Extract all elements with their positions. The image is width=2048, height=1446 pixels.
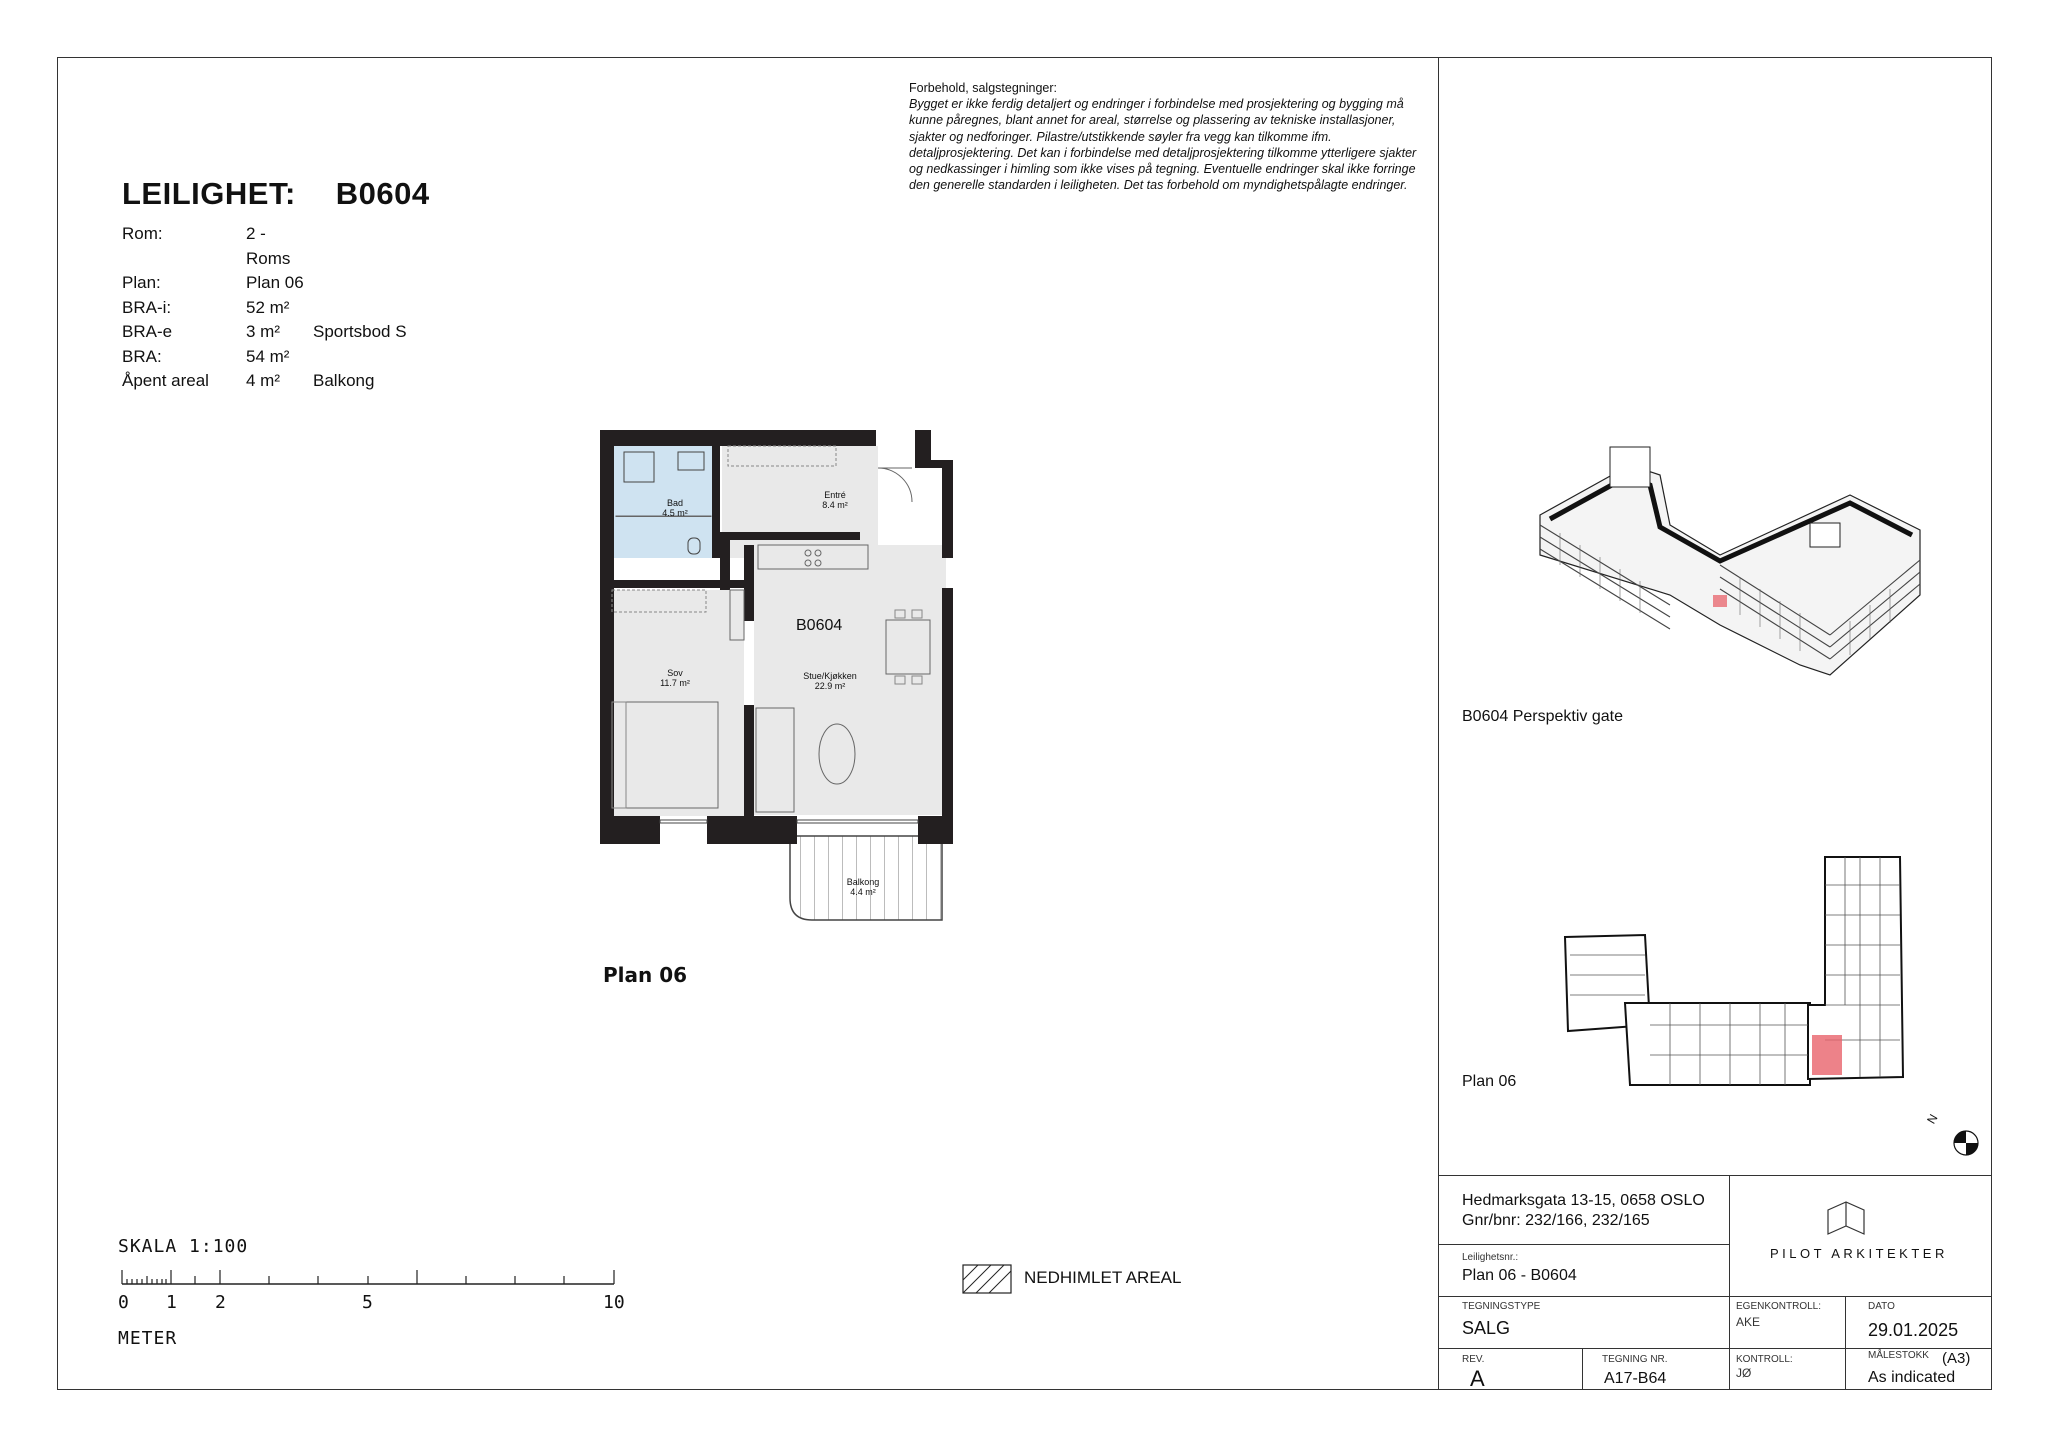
tb-line xyxy=(1438,1244,1729,1245)
info-key: BRA-e xyxy=(122,322,173,341)
entry-door xyxy=(878,468,912,502)
room-bedroom: Sov 11.7 m² xyxy=(660,668,690,688)
info-key: BRA: xyxy=(122,346,162,366)
info-value: 4 m² xyxy=(246,371,280,390)
scale-tick: 5 xyxy=(362,1292,373,1313)
window xyxy=(660,820,707,823)
disclaimer-heading: Forbehold, salgstegninger: xyxy=(909,81,1058,95)
info-key: BRA-i: xyxy=(122,297,172,317)
unit-label: B0604 xyxy=(796,617,843,634)
tb-line xyxy=(1729,1175,1730,1390)
tb-drawing-no-label: TEGNING NR. xyxy=(1602,1354,1668,1365)
room-living: Stue/Kjøkken 22.9 m² xyxy=(803,671,857,691)
tb-date-value: 29.01.2025 xyxy=(1868,1320,1959,1340)
info-row xyxy=(122,296,407,321)
info-row xyxy=(122,345,407,370)
tb-gnr: Gnr/bnr: 232/166, 232/165 xyxy=(1462,1212,1650,1229)
company-name: PILOT ARKITEKTER xyxy=(1770,1246,1948,1261)
tb-rev-value: A xyxy=(1470,1366,1485,1391)
tb-apt-no-value: Plan 06 - B0604 xyxy=(1462,1267,1577,1284)
info-value: 52 m² xyxy=(246,297,290,317)
tb-date-label: DATO xyxy=(1868,1301,1895,1312)
tb-line xyxy=(1438,1296,1992,1297)
key-plan-highlight xyxy=(1812,1035,1842,1075)
north-label: N xyxy=(1924,1111,1941,1127)
panel-divider xyxy=(1438,57,1439,1390)
key-plan xyxy=(1560,855,1910,1090)
info-value: 3 m² xyxy=(246,322,280,341)
tb-control-label: KONTROLL: xyxy=(1736,1354,1793,1365)
info-row xyxy=(122,222,407,271)
tb-address: Hedmarksgata 13-15, 0658 OSLO xyxy=(1462,1192,1705,1209)
building-perspective xyxy=(1520,435,1930,685)
info-extra: Sportsbod S xyxy=(313,322,407,341)
scale-tick: 1 xyxy=(166,1292,177,1313)
info-value: 2 - Roms xyxy=(246,224,291,268)
info-row xyxy=(122,320,407,345)
tb-line xyxy=(1582,1348,1583,1390)
bedroom-floor xyxy=(612,590,744,816)
scale-tick: 0 xyxy=(118,1292,129,1313)
tb-line xyxy=(1845,1296,1846,1390)
tb-line xyxy=(1438,1348,1992,1349)
tb-line xyxy=(1438,1175,1992,1176)
unit-highlight xyxy=(1713,595,1727,607)
tb-scale-value: As indicated xyxy=(1868,1369,1956,1386)
info-extra: Balkong xyxy=(313,371,375,390)
room-bath: Bad 4.5 m² xyxy=(662,498,688,518)
info-key: Åpent areal xyxy=(122,371,209,390)
info-value: Plan 06 xyxy=(246,273,304,292)
tb-drawing-type-value: SALG xyxy=(1462,1318,1511,1338)
room-balcony: Balkong 4.4 m² xyxy=(846,877,880,897)
tb-own-check-value: AKE xyxy=(1736,1315,1761,1329)
scale-unit: METER xyxy=(118,1328,178,1349)
tb-own-check-label: EGENKONTROLL: xyxy=(1736,1301,1822,1312)
scale-title: SKALA 1:100 xyxy=(118,1236,249,1257)
perspective-label: B0604 Perspektiv gate xyxy=(1462,708,1623,725)
key-plan-label: Plan 06 xyxy=(1462,1073,1517,1090)
apartment-info-table xyxy=(122,222,407,394)
info-row xyxy=(122,271,407,296)
info-key: Rom: xyxy=(122,224,163,243)
info-value: 54 m² xyxy=(246,346,290,366)
hatch-legend-label: NEDHIMLET AREAL xyxy=(1024,1268,1182,1287)
tb-paper-value: (A3) xyxy=(1942,1350,1971,1367)
scale-tick: 10 xyxy=(603,1292,625,1313)
tb-drawing-no-value: A17-B64 xyxy=(1604,1370,1667,1387)
tb-apt-no-label: Leilighetsnr.: xyxy=(1462,1252,1519,1263)
tb-drawing-type-label: TEGNINGSTYPE xyxy=(1462,1301,1541,1312)
plan-label: Plan 06 xyxy=(603,963,688,987)
disclaimer xyxy=(909,80,1429,193)
tb-scale-label: MÅLESTOKK xyxy=(1868,1350,1929,1361)
company-logo-icon xyxy=(1826,1200,1866,1236)
window xyxy=(797,820,918,823)
apartment-label: LEILIGHET: xyxy=(122,176,296,211)
disclaimer-body: Bygget er ikke ferdig detaljert og endringer i forbindelse med prosjektering og bygging må kunne påregnes, blant annet for areal, størrelse og plassering av tekniske installasjoner, sjakter og nedforinger. Pilastre/utstikkende søyler fra vegg kan tilkomme ifm. detaljprosjektering. Det kan i forbindelse med detaljprosjektering tilkomme ytterligere sjakter og nedkassinger i himling som ikke vises på tegning. Eventuelle endringer skal ikke forringe den generelle standarden i leiligheten. Det tas forbehold om myndighetspålagte endringer. xyxy=(909,97,1417,193)
apartment-code: B0604 xyxy=(335,176,430,211)
scale-bar xyxy=(120,1262,620,1292)
tb-control-value: JØ xyxy=(1736,1366,1752,1380)
scale-tick: 2 xyxy=(215,1292,226,1313)
room-entry: Entré 8.4 m² xyxy=(822,490,848,510)
tb-rev-label: REV. xyxy=(1462,1354,1485,1365)
info-key: Plan: xyxy=(122,273,161,292)
hatch-legend-icon xyxy=(962,1264,1014,1296)
info-row xyxy=(122,369,407,394)
apartment-title xyxy=(122,176,430,212)
